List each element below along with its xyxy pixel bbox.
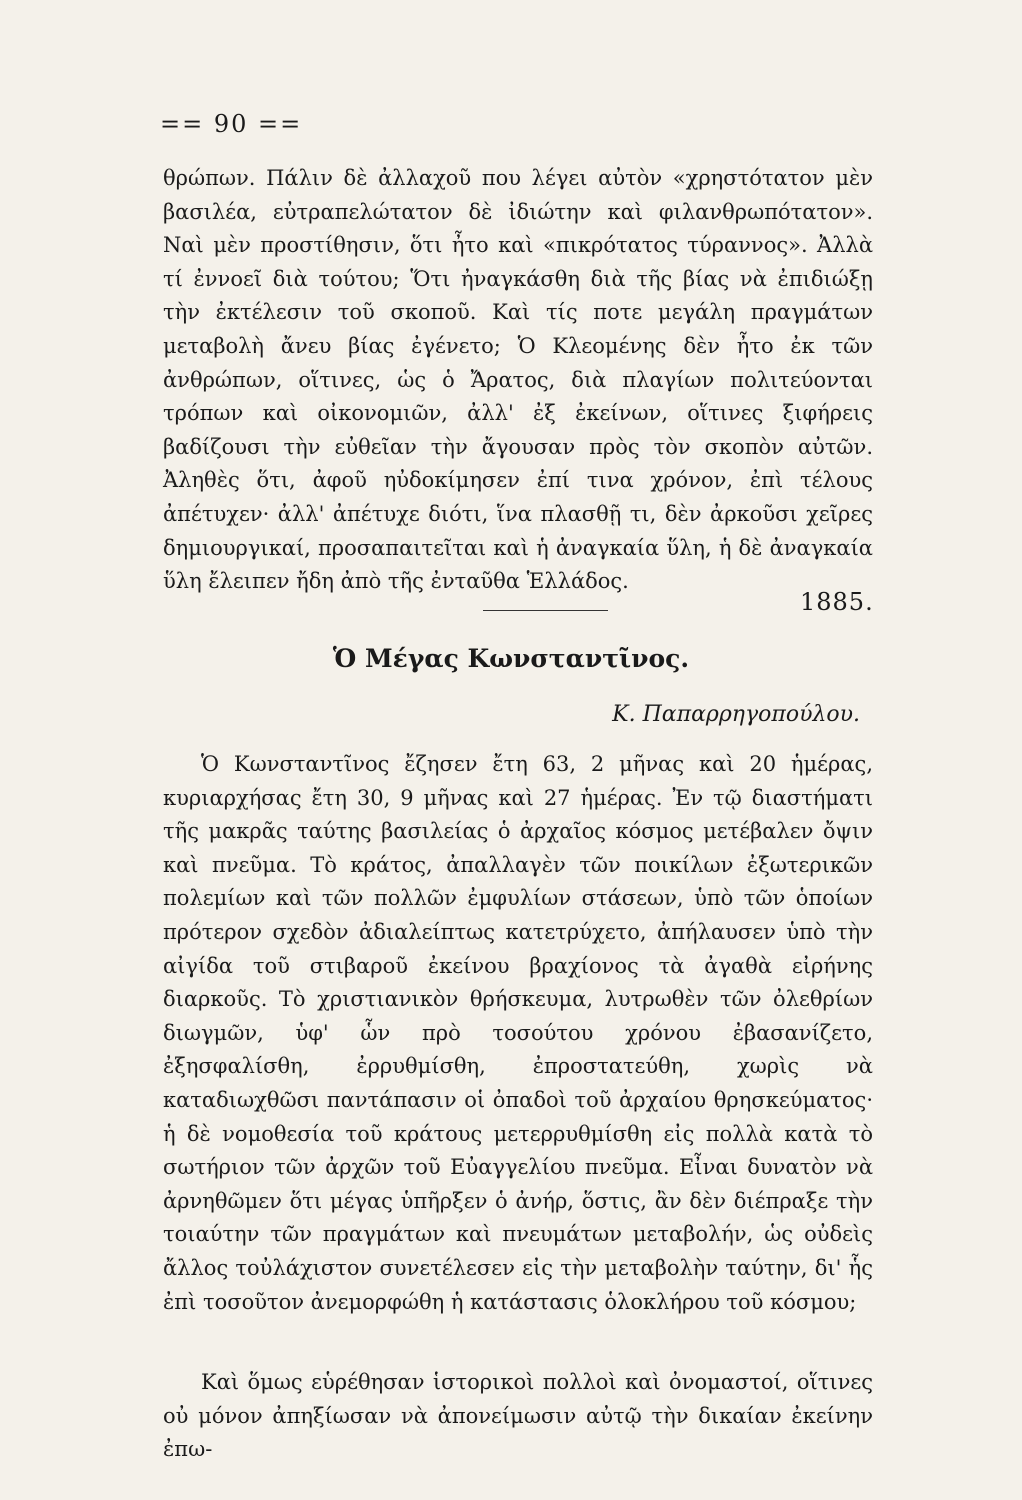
section-divider bbox=[483, 610, 608, 611]
page-number: == 90 == bbox=[160, 110, 303, 138]
continuation-paragraph-block bbox=[163, 162, 873, 599]
author-name: Κ. Παπαρρηγοπούλου. bbox=[612, 702, 860, 727]
closing-paragraph: Καὶ ὅμως εὑρέθησαν ἱστορικοὶ πολλοὶ καὶ ὀνομαστοί, οἵτινες οὐ μόνον ἀπηξίωσαν νὰ ἀπονείμωσιν αὐτῷ τὴν δικαίαν ἐκείνην ἐπω- bbox=[163, 1370, 873, 1462]
continuation-paragraph: θρώπων. Πάλιν δὲ ἀλλαχοῦ που λέγει αὐτὸν «χρηστότατον μὲν βασιλέα, εὐτραπελώτατον δὲ ἰδιώτην καὶ φιλανθρωπότατον». Ναὶ μὲν προστίθησιν, ὅτι ἦτο καὶ «πικρότατος τύραννος». Ἀλλὰ τί ἐννοεῖ διὰ τούτου; Ὅτι ἠναγκάσθη διὰ τῆς βίας νὰ ἐπιδιώξῃ τὴν ἐκτέλεσιν τοῦ σκοποῦ. Καὶ τίς ποτε μεγάλη πραγμάτων μεταβολὴ ἄνευ βίας ἐγένετο; Ὁ Κλεομένης δὲν ἦτο ἐκ τῶν ἀνθρώπων, οἵτινες, ὡς ὁ Ἄρατος, διὰ πλαγίων πολιτεύονται τρόπων καὶ οἰκονομιῶν, ἀλλ' ἐξ ἐκείνων, οἵτινες ξιφήρεις βαδίζουσι τὴν εὐθεῖαν τὴν ἄγουσαν πρὸς τὸν σκοπὸν αὐτῶν. Ἀληθὲς ὅτι, ἀφοῦ ηὐδοκίμησεν ἐπί τινα χρόνον, ἐπὶ τέλους ἀπέτυχεν· ἀλλ' ἀπέτυχε διότι, ἵνα πλασθῇ τι, δὲν ἀρκοῦσι χεῖρες δημιουργικαί, προσαπαιτεῖται καὶ ἡ ἀναγκαία ὕλη, ἡ δὲ ἀναγκαία ὕλη ἔλειπεν ἤδη ἀπὸ τῆς ἐνταῦθα Ἑλλάδος. bbox=[163, 166, 873, 594]
article-paragraph: Ὁ Κωνσταντῖνος ἔζησεν ἔτη 63, 2 μῆνας καὶ 20 ἡμέρας, κυριαρχήσας ἔτη 30, 9 μῆνας καὶ 27 ἡμέρας. Ἐν τῷ διαστήματι τῆς μακρᾶς ταύτης βασιλείας ὁ ἀρχαῖος κόσμος μετέβαλεν ὄψιν καὶ πνεῦμα. Τὸ κράτος, ἀπαλλαγὲν τῶν ποικίλων ἐξωτερικῶν πολεμίων καὶ τῶν πολλῶν ἐμφυλίων στάσεων, ὑπὸ τῶν ὁποίων πρότερον σχεδὸν ἀδιαλείπτως κατετρύχετο, ἀπήλαυσεν ὑπὸ τὴν αἰγίδα τοῦ στιβαροῦ ἐκείνου βραχίονος τὰ ἀγαθὰ εἰρήνης διαρκοῦς. Τὸ χριστιανικὸν θρήσκευμα, λυτρωθὲν τῶν ὀλεθρίων διωγμῶν, ὑφ' ὧν πρὸ τοσούτου χρόνου ἐβασανίζετο, ἐξησφαλίσθη, ἐρρυθμίσθη, ἐπροστατεύθη, χωρὶς νὰ καταδιωχθῶσι παντάπασιν οἱ ὀπαδοὶ τοῦ ἀρχαίου θρησκεύματος· ἡ δὲ νομοθεσία τοῦ κράτους μετερρυθμίσθη εἰς πολλὰ κατὰ τὸ σωτήριον τῶν ἀρχῶν τοῦ Εὐαγγελίου πνεῦμα. Εἶναι δυνατὸν νὰ ἀρνηθῶμεν ὅτι μέγας ὑπῆρξεν ὁ ἀνήρ, ὅστις, ἂν δὲν διέπραξε τὴν τοιαύτην τῶν πραγμάτων καὶ πνευμάτων μεταβολήν, ὡς οὐδεὶς ἄλλος τοὐλάχιστον συνετέλεσεν εἰς τὴν μεταβολὴν ταύτην, δι' ἧς ἐπὶ τοσοῦτον ἀνεμορφώθη ἡ κατάστασις ὁλοκλήρου τοῦ κόσμου; bbox=[163, 752, 873, 1314]
section-title: Ὁ Μέγας Κωνσταντῖνος. bbox=[332, 644, 690, 673]
section-date: 1885. bbox=[800, 588, 874, 616]
closing-paragraph-block bbox=[163, 1366, 873, 1467]
article-paragraph-block bbox=[163, 748, 873, 1319]
